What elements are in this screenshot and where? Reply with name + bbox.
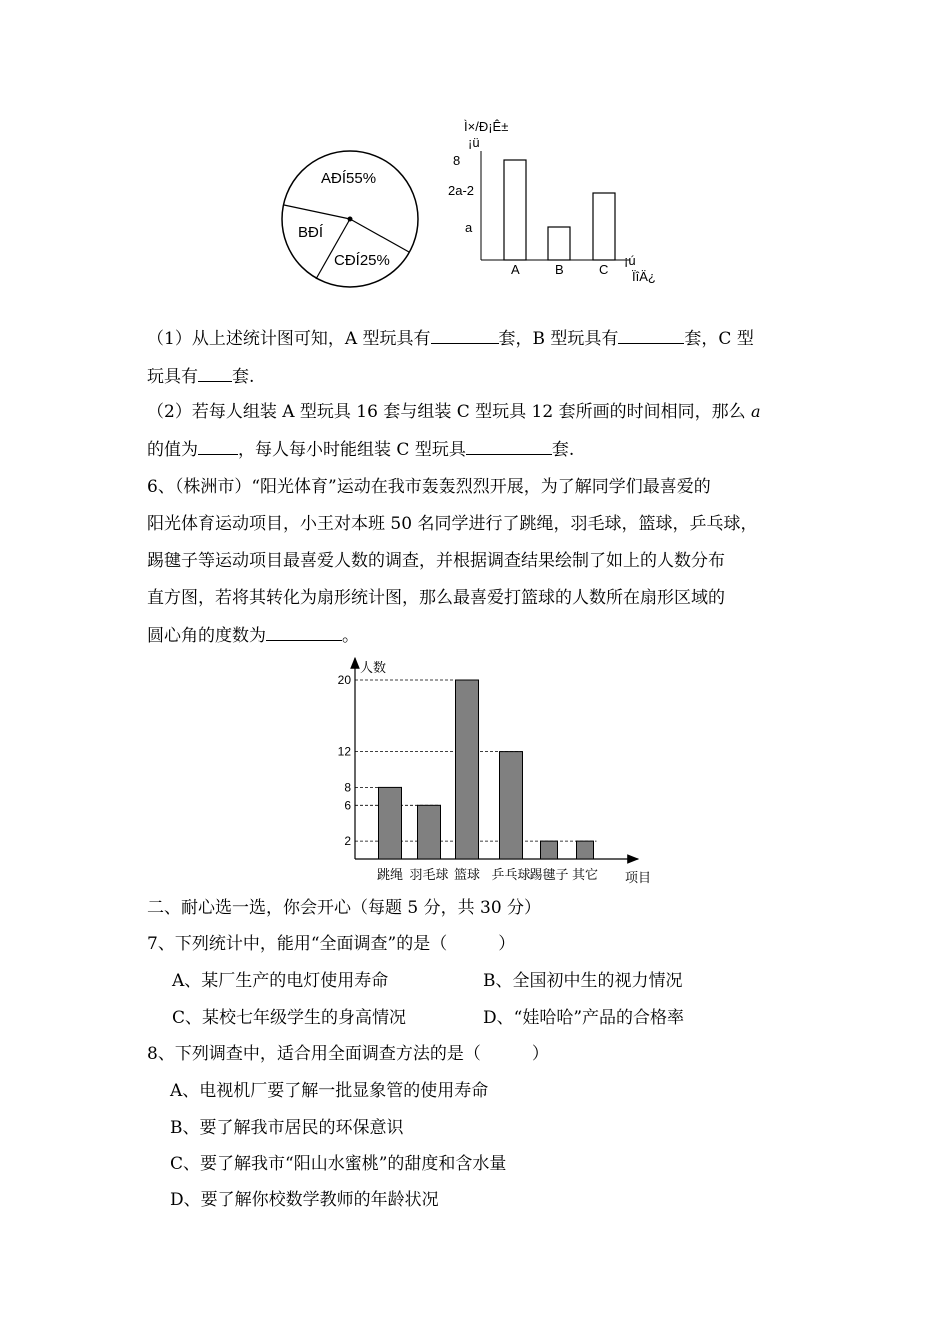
sports-y-tick-12: 12 — [337, 744, 351, 759]
toy-y-tick-8: 8 — [453, 153, 461, 168]
q5-2-text-d: 套. — [551, 440, 575, 460]
sports-x-tick-3: 篮球 — [453, 867, 481, 882]
sports-y-label: 人数 — [360, 660, 387, 675]
q5-1-text-b: 套，B 型玩具有 — [498, 329, 619, 349]
toy-x-tick-c: C — [599, 262, 609, 277]
pie-center-dot — [348, 217, 353, 222]
q5-1-text-d: 玩具有 — [147, 367, 198, 387]
q5-1-blank-b[interactable] — [618, 327, 684, 344]
q6-line1: 6、（株洲市）“阳光体育”运动在我市轰轰烈烈开展，为了解同学们最喜爱的 — [147, 477, 711, 497]
sports-bar-1 — [379, 787, 402, 859]
toy-x-label-1: ¡ú — [624, 253, 636, 268]
q5-part2-line1 — [147, 401, 761, 423]
q5-part2-line2 — [147, 438, 574, 461]
pie-label-c: CÐÍ25% — [334, 252, 390, 269]
q5-1-text-c: 套，C 型 — [684, 329, 754, 349]
sports-x-label: 项目 — [625, 870, 652, 885]
toy-x-tick-a: A — [511, 262, 520, 277]
pie-label-a: AÐÍ55% — [321, 170, 377, 187]
q6-line3: 踢毽子等运动项目最喜爱人数的调查，并根据调查结果绘制了如上的人数分布 — [147, 551, 725, 571]
q7-option-d[interactable]: D、“娃哈哈”产品的合格率 — [483, 1008, 685, 1028]
sports-y-tick-6: 6 — [344, 798, 351, 813]
toy-x-label-2: ÏîÄ¿ — [632, 269, 656, 284]
q5-2-text-b: 的值为 — [147, 440, 198, 460]
toy-x-tick-b: B — [555, 262, 564, 277]
q5-1-blank-a[interactable] — [431, 327, 499, 344]
toy-bar-chart — [440, 115, 680, 290]
q5-1-text-a: （1）从上述统计图可知，A 型玩具有 — [147, 329, 431, 349]
sports-x-tick-1: 跳绳 — [376, 867, 404, 882]
sports-y-tick-20: 20 — [337, 673, 351, 687]
sports-bar-3 — [456, 680, 479, 859]
q5-1-blank-c[interactable] — [198, 365, 232, 382]
q6-text-a: 圆心角的度数为 — [147, 626, 266, 646]
toy-y-tick-2a-2: 2a-2 — [448, 183, 475, 198]
toy-y-label-2: ¡ü — [468, 135, 480, 150]
q6-blank[interactable] — [266, 624, 342, 641]
q7-option-c[interactable]: C、某校七年级学生的身高情况 — [172, 1008, 407, 1028]
sports-bar-chart — [320, 652, 660, 887]
sports-x-tick-4: 乒乓球 — [491, 867, 531, 882]
sports-x-tick-6: 其它 — [571, 867, 599, 882]
q7-option-b[interactable]: B、全国初中生的视力情况 — [483, 971, 683, 991]
q8-option-c[interactable]: C、要了解我市“阳山水蜜桃”的甜度和含水量 — [170, 1154, 507, 1174]
toy-bar-a — [504, 160, 526, 260]
sports-y-tick-2: 2 — [344, 834, 351, 849]
q5-1-text-e: 套. — [232, 367, 255, 387]
sports-y-tick-8: 8 — [344, 780, 351, 795]
q5-2-blank-a[interactable] — [198, 438, 238, 455]
toy-bar-c — [593, 193, 615, 260]
pie-label-b: BÐÍ — [298, 224, 324, 241]
q6-line2: 阳光体育运动项目，小王对本班 50 名同学进行了跳绳，羽毛球，篮球，乒乓球， — [147, 514, 758, 534]
q5-2-blank-b[interactable] — [466, 438, 552, 455]
sports-bar-6 — [577, 841, 594, 859]
sports-bar-4 — [500, 752, 523, 859]
sports-x-tick-5: 踢毽子 — [529, 867, 569, 882]
q8-option-a[interactable]: A、电视机厂要了解一批显象管的使用寿命 — [170, 1081, 489, 1101]
q5-part1-line2 — [147, 365, 254, 388]
q6-line4: 直方图，若将其转化为扇形统计图，那么最喜爱打篮球的人数所在扇形区域的 — [147, 588, 725, 608]
q8-option-d[interactable]: D、要了解你校数学教师的年龄状况 — [170, 1190, 439, 1210]
q6-line5 — [147, 624, 359, 647]
q8-stem: 8、下列调查中，适合用全面调查方法的是（ ） — [147, 1044, 549, 1064]
q5-2-variable: a — [751, 402, 761, 421]
q5-2-text-a: （2）若每人组装 A 型玩具 16 套与组装 C 型玩具 12 套所画的时间相同，那么 — [147, 402, 746, 422]
pie-chart — [270, 140, 430, 300]
q8-option-b[interactable]: B、要了解我市居民的环保意识 — [170, 1118, 404, 1138]
toy-y-tick-a: a — [465, 220, 473, 235]
sports-bar-5 — [541, 841, 558, 859]
q5-2-text-c: ，每人每小时能组装 C 型玩具 — [238, 440, 466, 460]
sports-bar-2 — [418, 805, 441, 859]
toy-y-label-1: Ì×/Ð¡Ê± — [464, 119, 509, 134]
q7-option-a[interactable]: A、某厂生产的电灯使用寿命 — [172, 971, 389, 991]
section-2-title: 二、耐心选一选，你会开心（每题 5 分，共 30 分） — [147, 898, 542, 918]
q6-text-b: 。 — [342, 626, 359, 646]
q5-part1-line1 — [147, 327, 754, 350]
toy-bar-b — [548, 227, 570, 260]
sports-x-tick-2: 羽毛球 — [409, 867, 449, 882]
q7-stem: 7、下列统计中，能用“全面调查”的是（ ） — [147, 934, 516, 954]
